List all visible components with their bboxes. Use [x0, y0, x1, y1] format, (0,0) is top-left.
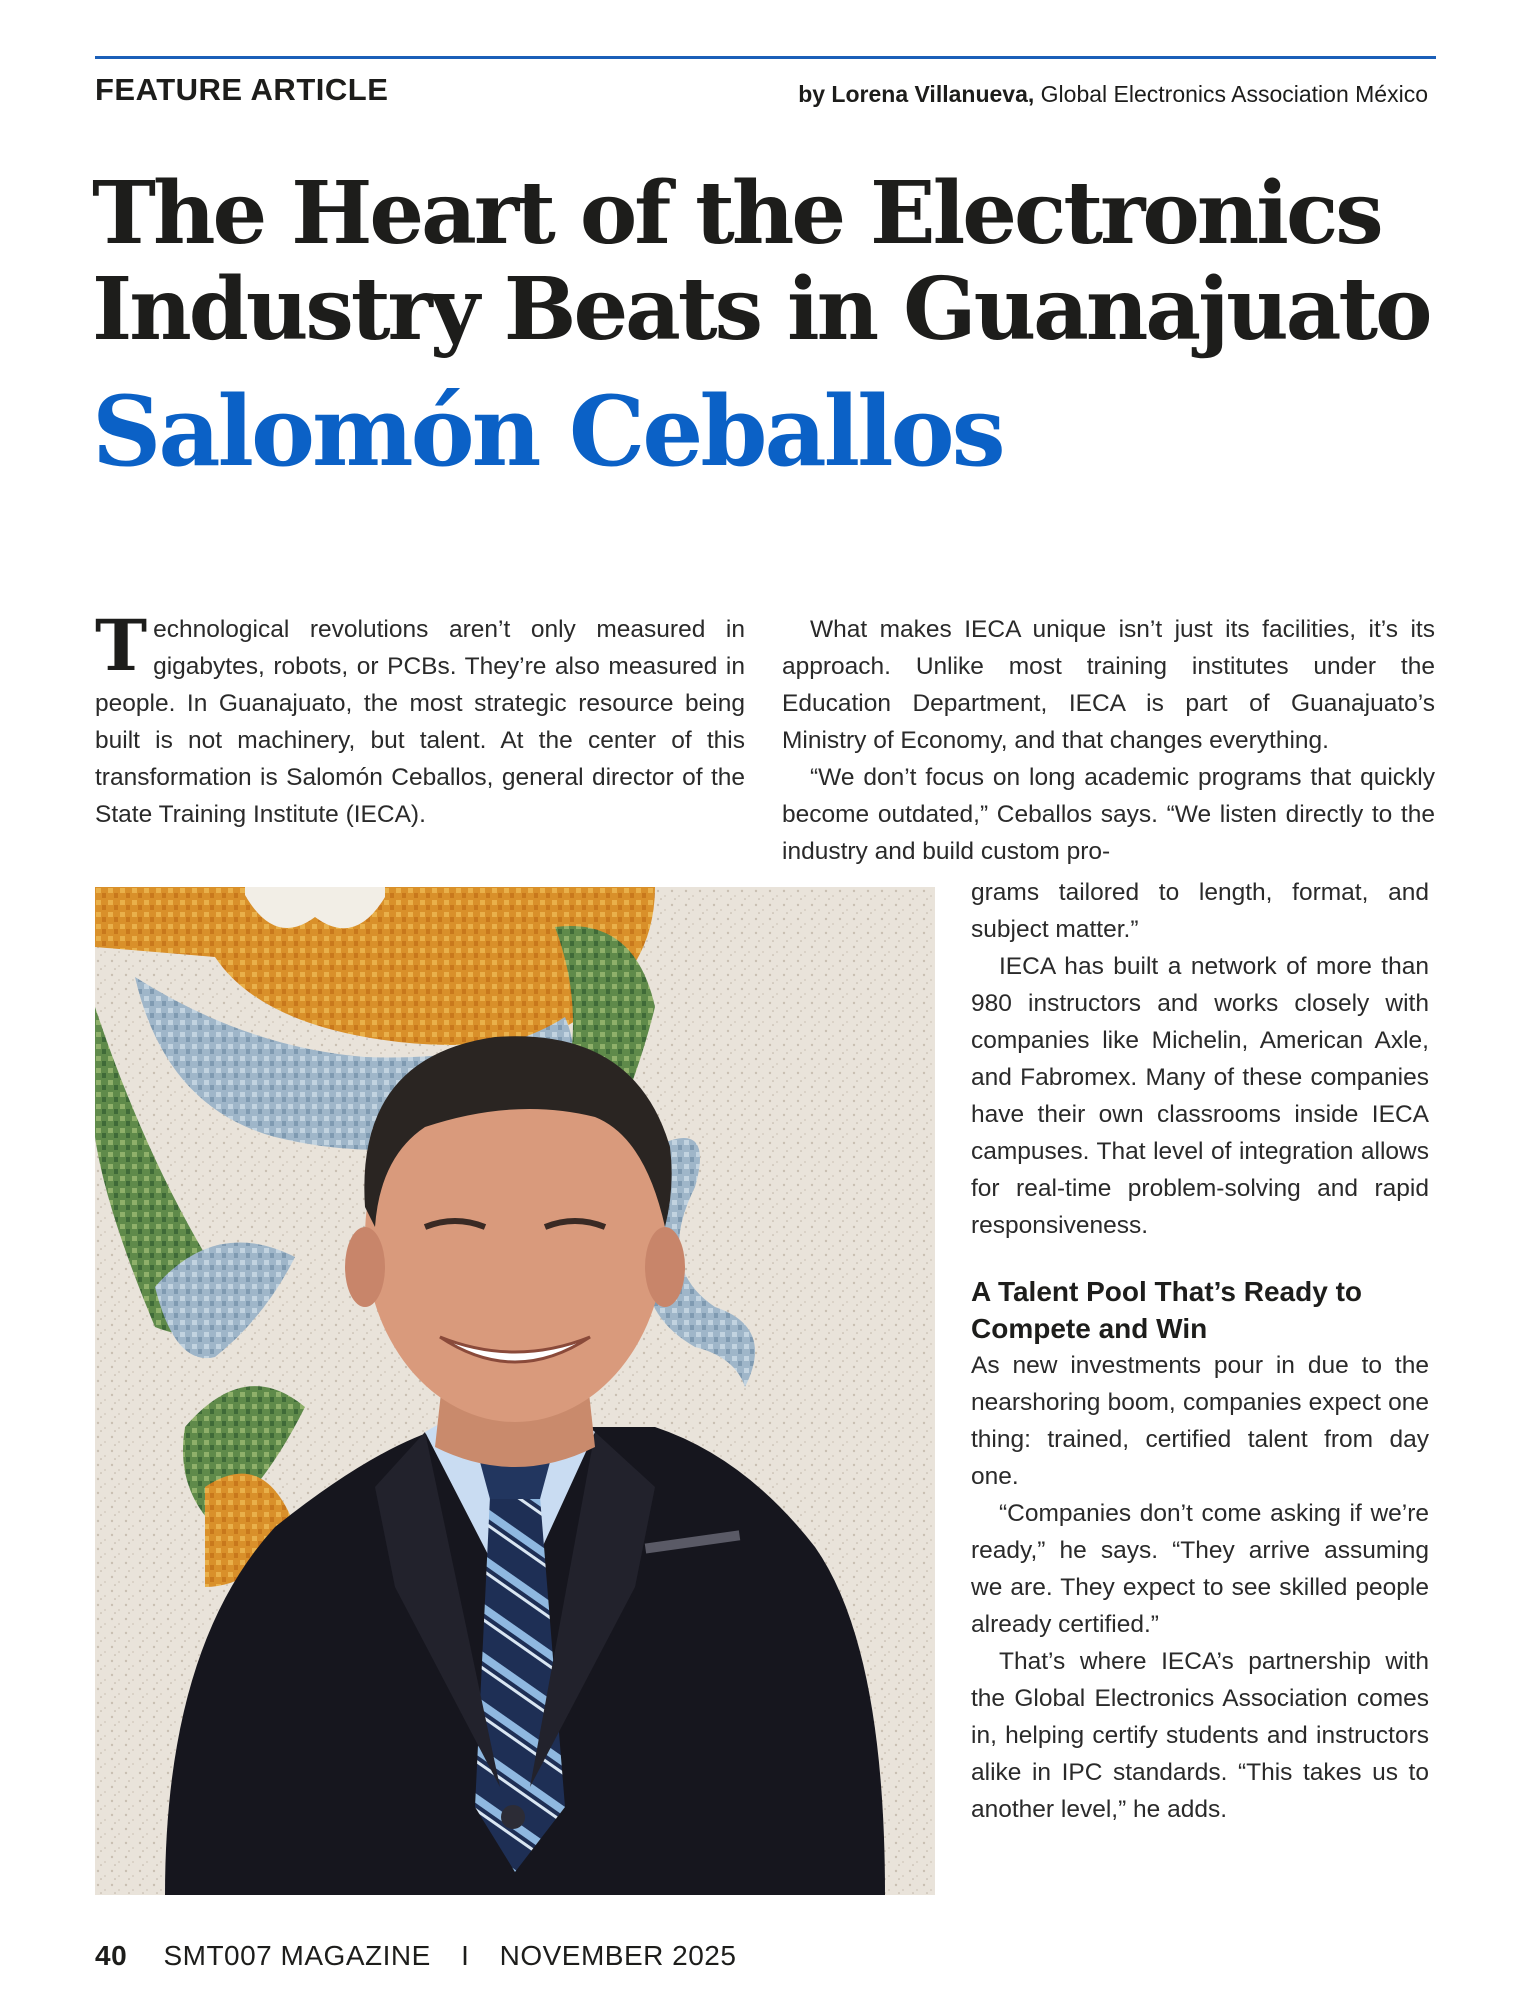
section-subhead: A Talent Pool That’s Ready to Compete and Win	[971, 1276, 1363, 1344]
paragraph-quote-b: grams tailored to length, format, and subject matter.”	[971, 879, 1429, 943]
portrait-illustration	[95, 887, 935, 1895]
headline-line-1: The Heart of the Electronics	[92, 163, 1381, 264]
paragraph-approach: What makes IECA unique isn’t just its facilities, it’s its approach. Unlike most training institutes under the Education Department, IECA is part of Guanajuato’s Ministry of Economy, and that changes everything.	[782, 616, 1435, 754]
page-footer	[95, 1940, 736, 1972]
intro-column	[95, 604, 745, 833]
byline	[798, 81, 1428, 108]
header-rule	[95, 56, 1436, 59]
paragraph-network: IECA has built a network of more than 980 instructors and works closely with companies like Michelin, American Axle, and Fabromex. Many of these companies have their own classrooms inside IECA campuses. That level of integration allows for real-time problem-solving and rapid responsiveness.	[971, 953, 1429, 1239]
headline-line-2: Industry Beats in Guanajuato	[92, 259, 1430, 360]
paragraph-nearshoring: As new investments pour in due to the nearshoring boom, companies expect one thing: trained, certified talent from day one.	[971, 1352, 1429, 1490]
paragraph-partnership: That’s where IECA’s partnership with the Global Electronics Association comes in, helping certify students and instructors alike in IPC standards. “This takes us to another level,” he adds.	[971, 1648, 1429, 1823]
magazine-name: SMT007 MAGAZINE	[163, 1940, 431, 1971]
issue-date: NOVEMBER 2025	[499, 1940, 737, 1971]
section-label: FEATURE ARTICLE	[95, 72, 389, 107]
byline-author: by Lorena Villanueva,	[798, 81, 1035, 107]
intro-text: echnological revolutions aren’t only measured in gigabytes, robots, or PCBs. They’re also measured in people. In Guanajuato, the most strategic resource being built is not machinery, but talent. At the center of this transformation is Salomón Ceballos, general director of the State Training Institute (IECA).	[95, 616, 745, 828]
right-column-top	[782, 611, 1435, 870]
page-number: 40	[95, 1940, 128, 1971]
subject-name: Salomón Ceballos	[92, 375, 1003, 488]
portrait-photo	[95, 887, 935, 1895]
headline	[92, 163, 1452, 360]
byline-affiliation: Global Electronics Association México	[1040, 81, 1428, 107]
paragraph-ready-quote: “Companies don’t come asking if we’re ready,” he says. “They arrive assuming we are. They expect to see skilled people already certified.”	[971, 1500, 1429, 1638]
paragraph-quote-a: “We don’t focus on long academic programs that quickly become outdated,” Ceballos says. “We listen directly to the industry and build custom pro-	[782, 764, 1435, 865]
right-column-bottom	[971, 874, 1429, 1828]
footer-separator: I	[461, 1940, 470, 1971]
intro-paragraph	[95, 604, 745, 833]
drop-cap: T	[95, 604, 148, 687]
